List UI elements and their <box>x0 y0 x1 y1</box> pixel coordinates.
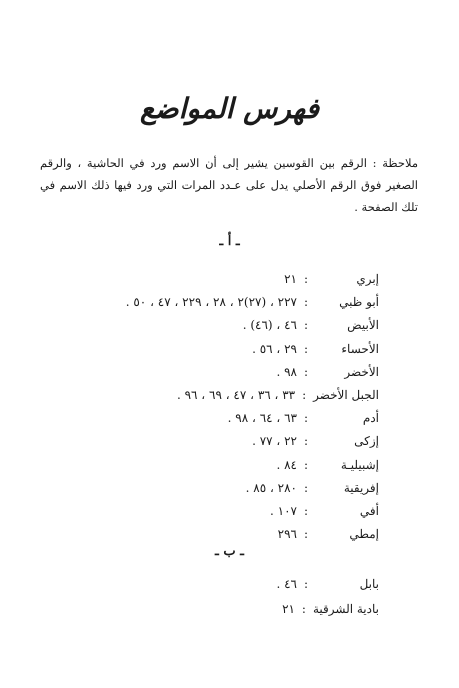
entry-separator: : <box>302 387 307 402</box>
entry-separator: : <box>303 341 309 356</box>
entry-name: الأبيض <box>347 318 379 333</box>
entry-name: إشبيليـة <box>340 457 379 472</box>
entry-separator: : <box>303 577 309 591</box>
section-heading-alif: ـ أ ـ <box>219 234 240 249</box>
entry-name: بابل <box>359 577 379 591</box>
entry-page-refs: ٢١ <box>284 272 297 286</box>
entry-separator: : <box>303 364 309 379</box>
entry-page-refs: ٢٩ ، ٥٦ . <box>252 341 297 356</box>
entry-name: بادية الشرقية <box>312 602 379 616</box>
index-entry <box>79 314 379 337</box>
entry-page-refs: ٢١ <box>282 602 295 616</box>
entry-separator: : <box>301 602 306 616</box>
entry-page-refs: ٤٦ ، (٤٦) . <box>242 318 297 333</box>
entry-name: الجبل الأخضر <box>313 387 379 402</box>
entry-separator: : <box>303 272 309 286</box>
index-entry <box>79 477 379 500</box>
section-heading-ba: ـ ب ـ <box>215 544 244 559</box>
entry-page-refs: ٦٣ ، ٦٤ ، ٩٨ . <box>227 411 297 426</box>
entries-list-ba <box>79 572 379 622</box>
entry-page-refs: ٣٣ ، ٣٦ ، ٤٧ ، ٦٩ ، ٩٦ . <box>176 387 296 402</box>
entry-page-refs: ٢٢٧ ، (٢٧)٢ ، ٢٨ ، ٢٢٩ ، ٤٧ ، ٥٠ . <box>125 295 297 310</box>
entry-separator: : <box>303 503 309 518</box>
entries-list-alif <box>79 268 379 546</box>
entry-page-refs: ٢٢ ، ٧٧ . <box>252 434 297 449</box>
entry-name: إمطي <box>349 527 379 542</box>
index-entry <box>79 338 379 361</box>
entry-name: إزكى <box>354 434 379 449</box>
index-entry <box>79 430 379 453</box>
index-entry <box>79 291 379 314</box>
note-paragraph: ملاحظة : الرقم بين القوسين يشير إلى أن الاسم ورد في الحاشية ، والرقم الصغير فوق الرقم الأصلي يدل على عـدد المرات التي ورد فيها ذلك الاسم في تلك الصفحة . <box>40 156 418 214</box>
index-entry <box>79 572 379 597</box>
index-entry <box>79 454 379 477</box>
entry-separator: : <box>303 411 309 426</box>
index-entry <box>79 384 379 407</box>
entry-separator: : <box>303 457 309 472</box>
entry-name: أفي <box>359 503 379 518</box>
index-entry <box>79 268 379 291</box>
entry-page-refs: ٩٨ . <box>276 364 297 379</box>
entry-name: إفريقية <box>343 480 379 495</box>
entry-page-refs: ٤٦ . <box>276 577 297 591</box>
entry-name: أدم <box>362 411 379 426</box>
entry-separator: : <box>303 434 309 449</box>
entry-page-refs: ٢٨٠ ، ٨٥ . <box>245 480 297 495</box>
page-title: فهرس المواضع <box>139 92 320 125</box>
entry-name: الأخضر <box>344 364 379 379</box>
index-entry <box>79 361 379 384</box>
entry-separator: : <box>303 318 309 333</box>
entry-name: أبو ظبي <box>339 295 379 310</box>
index-entry <box>79 597 379 622</box>
entry-name: إبري <box>356 272 379 286</box>
entry-separator: : <box>303 527 309 542</box>
index-entry <box>79 407 379 430</box>
entry-page-refs: ٢٩٦ <box>277 527 297 542</box>
index-entry <box>79 500 379 523</box>
index-entry <box>79 523 379 546</box>
entry-page-refs: ٨٤ . <box>276 457 297 472</box>
entry-name: الأحساء <box>341 341 379 356</box>
entry-separator: : <box>303 295 309 310</box>
entry-separator: : <box>303 480 309 495</box>
entry-page-refs: ١٠٧ . <box>270 503 297 518</box>
